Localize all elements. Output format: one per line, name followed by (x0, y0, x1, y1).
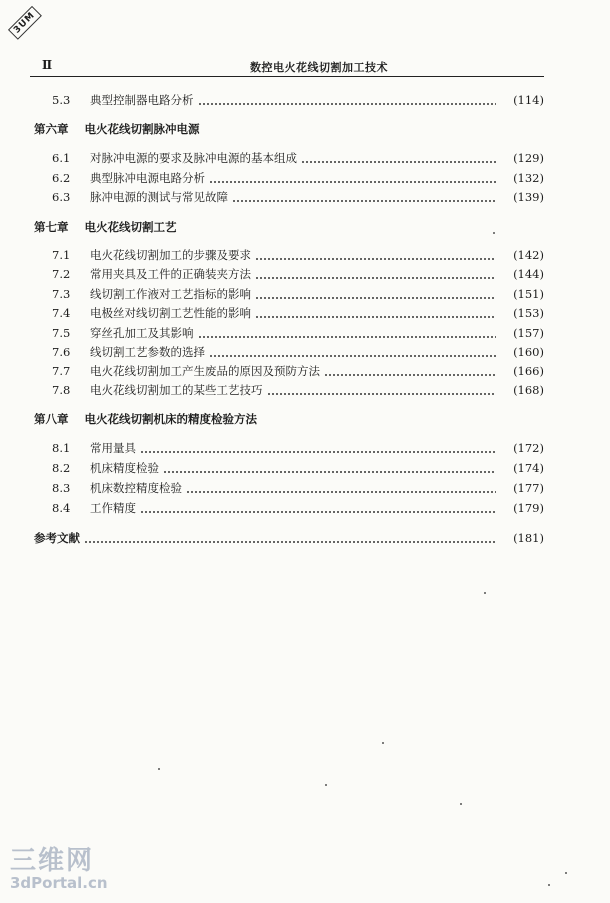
chapter-number: 第八章 (34, 412, 69, 426)
scan-speck (493, 232, 495, 234)
entry-number: 5.3 (52, 93, 71, 107)
entry-page: (166) (513, 364, 544, 378)
toc-entry-8-1 (52, 440, 544, 456)
scan-speck (158, 768, 160, 770)
leader-dots (140, 451, 496, 453)
toc-entry-7-7 (52, 363, 544, 379)
entry-number: 8.3 (52, 481, 71, 495)
leader-dots (324, 374, 496, 376)
entry-number: 6.3 (52, 190, 71, 204)
toc-entry-5-3 (52, 92, 544, 108)
header-rule (30, 76, 544, 77)
entry-page: (177) (513, 481, 544, 495)
toc-entry-8-2 (52, 460, 544, 476)
entry-title: 常用量具 (90, 441, 136, 455)
leader-dots (255, 277, 496, 279)
scan-speck (382, 742, 384, 744)
entry-page: (179) (513, 501, 544, 515)
chapter-title: 电火花线切割机床的精度检验方法 (84, 412, 258, 426)
entry-page: (157) (513, 326, 544, 340)
entry-number: 7.4 (52, 306, 71, 320)
toc-entry-7-3 (52, 286, 544, 302)
entry-number: 7.7 (52, 364, 71, 378)
toc-entry-6-3 (52, 189, 544, 205)
watermark-logo-text: 三维网 (10, 846, 95, 876)
chapter-8-heading (34, 411, 257, 427)
page-header (30, 58, 544, 78)
toc-entry-7-1 (52, 247, 544, 263)
entry-title: 常用夹具及工件的正确装夹方法 (90, 267, 251, 281)
entry-title: 线切割工艺参数的选择 (90, 345, 205, 359)
leader-dots (255, 258, 496, 260)
toc-entry-7-2 (52, 266, 544, 282)
entry-title: 工作精度 (90, 501, 136, 515)
entry-number: 8.1 (52, 441, 71, 455)
toc-entry-6-2 (52, 170, 544, 186)
chapter-title: 电火花线切割脉冲电源 (84, 122, 200, 136)
library-stamp: 3UM (8, 6, 42, 40)
entry-number: 8.4 (52, 501, 71, 515)
entry-title: 电火花线切割加工的步骤及要求 (90, 248, 251, 262)
entry-number: 6.2 (52, 171, 71, 185)
entry-title: 穿丝孔加工及其影响 (90, 326, 194, 340)
page-number: Ⅱ (42, 58, 53, 72)
leader-dots (209, 181, 496, 183)
entry-page: (151) (513, 287, 544, 301)
entry-number: 7.6 (52, 345, 71, 359)
entry-page: (172) (513, 441, 544, 455)
entry-page: (132) (513, 171, 544, 185)
toc-entry-7-6 (52, 344, 544, 360)
entry-number: 8.2 (52, 461, 71, 475)
entry-page: (181) (513, 531, 544, 545)
entry-title: 电极丝对线切割工艺性能的影响 (90, 306, 251, 320)
scan-speck (325, 784, 327, 786)
entry-title: 对脉冲电源的要求及脉冲电源的基本组成 (90, 151, 297, 165)
scan-speck (565, 872, 567, 874)
entry-page: (153) (513, 306, 544, 320)
watermark-url: 3dPortal.cn (10, 874, 108, 892)
toc-entry-7-5 (52, 325, 544, 341)
entry-number: 7.3 (52, 287, 71, 301)
leader-dots (140, 511, 496, 513)
entry-number: 7.8 (52, 383, 71, 397)
entry-title: 脉冲电源的测试与常见故障 (90, 190, 228, 204)
site-watermark (10, 848, 108, 892)
entry-page: (160) (513, 345, 544, 359)
leader-dots (301, 161, 496, 163)
entry-title: 机床数控精度检验 (90, 481, 182, 495)
chapter-number: 第七章 (34, 220, 69, 234)
entry-page: (142) (513, 248, 544, 262)
chapter-title: 电火花线切割工艺 (84, 220, 177, 234)
entry-page: (129) (513, 151, 544, 165)
scan-speck (548, 884, 550, 886)
entry-title: 参考文献 (34, 531, 80, 545)
leader-dots (255, 297, 496, 299)
chapter-6-heading (34, 121, 200, 137)
entry-title: 机床精度检验 (90, 461, 159, 475)
leader-dots (198, 103, 497, 105)
entry-title: 典型脉冲电源电路分析 (90, 171, 205, 185)
chapter-7-heading (34, 219, 177, 235)
entry-page: (174) (513, 461, 544, 475)
leader-dots (198, 336, 497, 338)
entry-number: 7.1 (52, 248, 71, 262)
toc-entry-6-1 (52, 150, 544, 166)
entry-title: 电火花线切割加工产生废品的原因及预防方法 (90, 364, 320, 378)
entry-page: (114) (513, 93, 544, 107)
leader-dots (163, 471, 496, 473)
entry-number: 6.1 (52, 151, 71, 165)
toc-entry-8-3 (52, 480, 544, 496)
entry-number: 7.2 (52, 267, 71, 281)
leader-dots (84, 541, 496, 543)
entry-page: (139) (513, 190, 544, 204)
running-title: 数控电火花线切割加工技术 (250, 61, 388, 74)
toc-entry-7-8 (52, 382, 544, 398)
entry-title: 典型控制器电路分析 (90, 93, 194, 107)
leader-dots (232, 200, 496, 202)
entry-title: 线切割工作液对工艺指标的影响 (90, 287, 251, 301)
toc-entry-7-4 (52, 305, 544, 321)
scan-speck (460, 803, 462, 805)
leader-dots (209, 355, 496, 357)
entry-page: (144) (513, 267, 544, 281)
toc-entry-8-4 (52, 500, 544, 516)
entry-page: (168) (513, 383, 544, 397)
toc-entry-references (34, 530, 544, 546)
leader-dots (267, 393, 497, 395)
chapter-number: 第六章 (34, 122, 69, 136)
scan-speck (484, 592, 486, 594)
leader-dots (255, 316, 496, 318)
leader-dots (186, 491, 496, 493)
entry-number: 7.5 (52, 326, 71, 340)
entry-title: 电火花线切割加工的某些工艺技巧 (90, 383, 263, 397)
